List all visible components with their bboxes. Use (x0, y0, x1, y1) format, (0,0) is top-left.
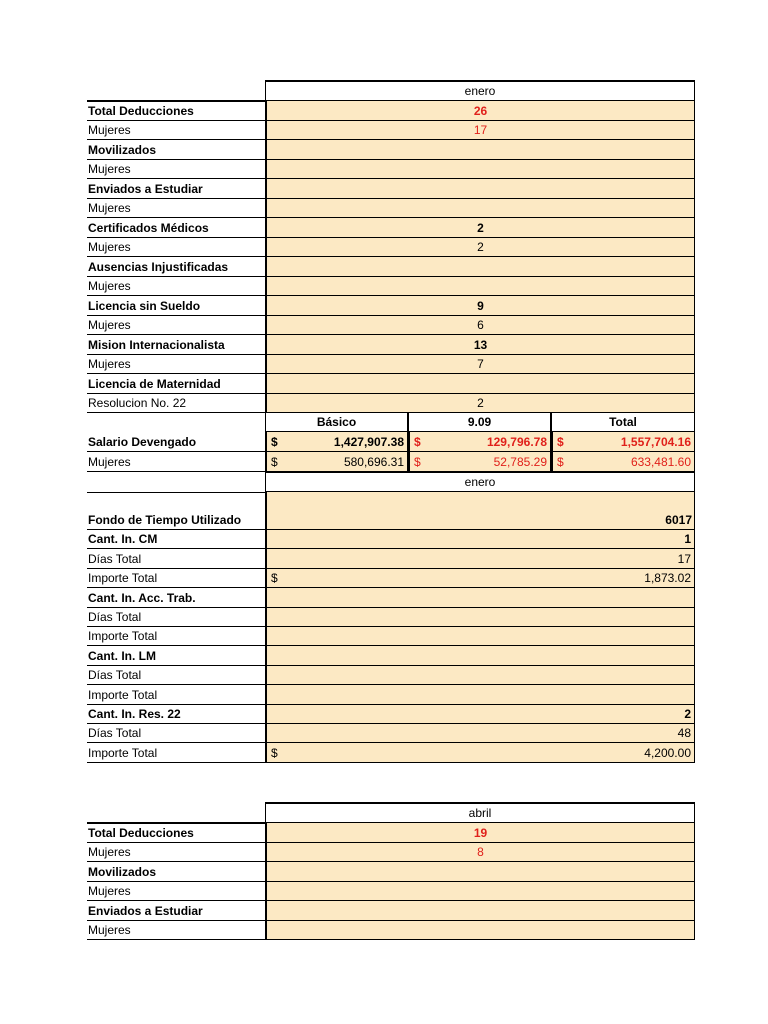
row-value[interactable]: 2 (265, 218, 695, 238)
row-value[interactable] (265, 705, 695, 724)
amount-value: 129,796.78 (486, 434, 547, 449)
block-divider (87, 492, 265, 493)
row-label: Movilizados (87, 862, 265, 882)
row-label: Resolucion No. 22 (87, 394, 265, 413)
month-header-2[interactable]: enero (265, 472, 695, 492)
row-label: Mujeres (87, 882, 265, 901)
amount-value: 2 (684, 707, 691, 721)
row-value[interactable]: 2 (265, 238, 695, 257)
row-label: Mujeres (87, 921, 265, 940)
row-value[interactable] (265, 277, 695, 296)
row-value[interactable] (265, 666, 695, 685)
row-value[interactable] (265, 569, 695, 588)
row-label: Mujeres (87, 843, 265, 862)
row-value[interactable] (265, 921, 695, 940)
currency-sign: $ (557, 454, 564, 469)
amount-value: 1 (684, 532, 691, 546)
currency-sign: $ (414, 454, 421, 469)
salary-amount[interactable] (408, 452, 551, 472)
row-label: Importe Total (87, 685, 265, 705)
row-label: Licencia sin Sueldo (87, 296, 265, 316)
row-label: Cant. In. LM (87, 646, 265, 666)
row-value[interactable]: 17 (265, 121, 695, 140)
row-value[interactable] (265, 257, 695, 277)
row-label: Mujeres (87, 277, 265, 296)
row-value[interactable] (265, 646, 695, 666)
amount-value: 1,427,907.38 (333, 434, 404, 449)
block-divider (87, 100, 265, 102)
row-value[interactable]: 8 (265, 843, 695, 862)
row-value[interactable] (265, 724, 695, 743)
salary-amount[interactable] (551, 452, 695, 472)
amount-value: 633,481.60 (630, 454, 691, 469)
row-value[interactable]: 26 (265, 101, 695, 121)
row-label: Días Total (87, 666, 265, 685)
row-value[interactable] (265, 374, 695, 394)
amount-value: 4,200.00 (644, 745, 691, 760)
row-label: Ausencias Injustificadas (87, 257, 265, 277)
row-value[interactable]: 19 (265, 823, 695, 843)
row-value[interactable]: 7 (265, 355, 695, 374)
salary-amount[interactable] (265, 452, 408, 472)
currency-sign: $ (271, 571, 278, 585)
row-label: Mision Internacionalista (87, 335, 265, 355)
row-value[interactable] (265, 627, 695, 646)
row-label: Mujeres (87, 355, 265, 374)
salary-row-label: Salario Devengado (87, 432, 265, 452)
row-label: Mujeres (87, 238, 265, 257)
salary-amount[interactable] (551, 432, 695, 452)
amount-value: 52,785.29 (493, 454, 547, 469)
row-label: Cant. In. Res. 22 (87, 705, 265, 724)
row-label: Licencia de Maternidad (87, 374, 265, 394)
row-value[interactable] (265, 901, 695, 921)
row-label: Mujeres (87, 160, 265, 179)
month-header[interactable]: enero (265, 80, 695, 101)
currency-sign: $ (271, 454, 278, 469)
row-label: Mujeres (87, 316, 265, 335)
amount-value: 1,873.02 (644, 571, 691, 585)
amount-value: 17 (677, 551, 691, 566)
currency-sign: $ (414, 434, 421, 449)
row-label: Cant. In. Acc. Trab. (87, 588, 265, 608)
row-value[interactable] (265, 199, 695, 218)
amount-value: 48 (677, 726, 691, 740)
row-value[interactable]: 2 (265, 394, 695, 413)
row-value[interactable]: 6 (265, 316, 695, 335)
row-value[interactable] (265, 608, 695, 627)
row-value[interactable] (265, 160, 695, 179)
currency-sign: $ (271, 745, 278, 760)
row-value[interactable] (265, 862, 695, 882)
row-value[interactable] (265, 549, 695, 569)
row-value[interactable] (265, 743, 695, 763)
row-value[interactable] (265, 530, 695, 549)
row-label: Días Total (87, 724, 265, 743)
salary-row-label: Mujeres (87, 452, 265, 472)
row-label: Importe Total (87, 569, 265, 588)
block-divider (87, 822, 265, 824)
row-value[interactable]: 13 (265, 335, 695, 355)
currency-sign: $ (557, 434, 564, 449)
row-label: Enviados a Estudiar (87, 901, 265, 921)
row-label: Importe Total (87, 743, 265, 763)
currency-sign: $ (271, 434, 278, 449)
salary-header-2[interactable]: 9.09 (408, 412, 551, 432)
fondo-value[interactable]: 6017 (265, 492, 695, 530)
salary-amount[interactable] (408, 432, 551, 452)
row-label: Total Deducciones (87, 101, 265, 121)
salary-amount[interactable] (265, 432, 408, 452)
row-value[interactable] (265, 685, 695, 705)
row-label: Enviados a Estudiar (87, 179, 265, 199)
row-label: Movilizados (87, 140, 265, 160)
row-label: Importe Total (87, 627, 265, 646)
fondo-label: Fondo de Tiempo Utilizado (87, 492, 265, 530)
row-value[interactable] (265, 588, 695, 608)
row-label: Mujeres (87, 199, 265, 218)
row-label: Días Total (87, 608, 265, 627)
row-label: Total Deducciones (87, 823, 265, 843)
row-label: Cant. In. CM (87, 530, 265, 549)
salary-header-3[interactable]: Total (551, 412, 695, 432)
row-label: Mujeres (87, 121, 265, 140)
amount-value: 1,557,704.16 (620, 434, 691, 449)
row-label: Días Total (87, 549, 265, 569)
row-label: Certificados Médicos (87, 218, 265, 238)
row-value[interactable] (265, 882, 695, 901)
amount-value: 580,696.31 (343, 454, 404, 469)
row-value[interactable] (265, 140, 695, 160)
row-value[interactable]: 9 (265, 296, 695, 316)
row-value[interactable] (265, 179, 695, 199)
salary-header-1[interactable]: Básico (265, 412, 408, 432)
month-header-3[interactable]: abril (265, 802, 695, 823)
